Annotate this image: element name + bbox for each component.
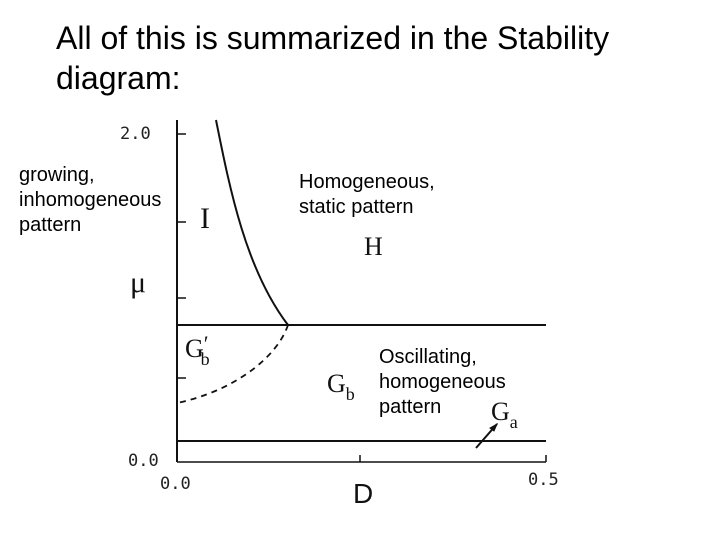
- y-tick-label-bottom: 0.0: [128, 451, 159, 471]
- x-tick-label-left: 0.0: [160, 474, 191, 494]
- y-axis-label: μ: [130, 266, 147, 299]
- region-label-ga-sub: a: [509, 412, 518, 432]
- caption-growing-inhomogeneous: growing, inhomogeneous pattern: [19, 164, 162, 236]
- y-tick-label-top: 2.0: [120, 124, 151, 144]
- x-axis-label: D: [353, 478, 374, 509]
- boundary-i-h-curve: [216, 120, 288, 325]
- region-label-gb-prime-mark: ′: [203, 331, 209, 356]
- region-label-gb-prime-sub: b: [200, 349, 210, 369]
- region-label-gb-prime: [185, 331, 210, 369]
- x-tick-label-right: 0.5: [528, 470, 559, 490]
- region-label-gb-sub: b: [345, 384, 355, 404]
- slide-title: All of this is summarized in the Stability diagram:: [56, 20, 610, 96]
- caption-homogeneous-static: Homogeneous, static pattern: [299, 171, 435, 218]
- region-label-gb: [327, 369, 355, 404]
- region-label-ga-main: G: [491, 397, 510, 426]
- region-label-h: H: [364, 232, 383, 261]
- region-label-i: I: [200, 202, 210, 235]
- caption-oscillating-homogeneous: Oscillating, homogeneous pattern: [379, 346, 506, 418]
- region-label-gb-main: G: [327, 369, 346, 398]
- region-label-gb-prime-main: G: [185, 334, 204, 363]
